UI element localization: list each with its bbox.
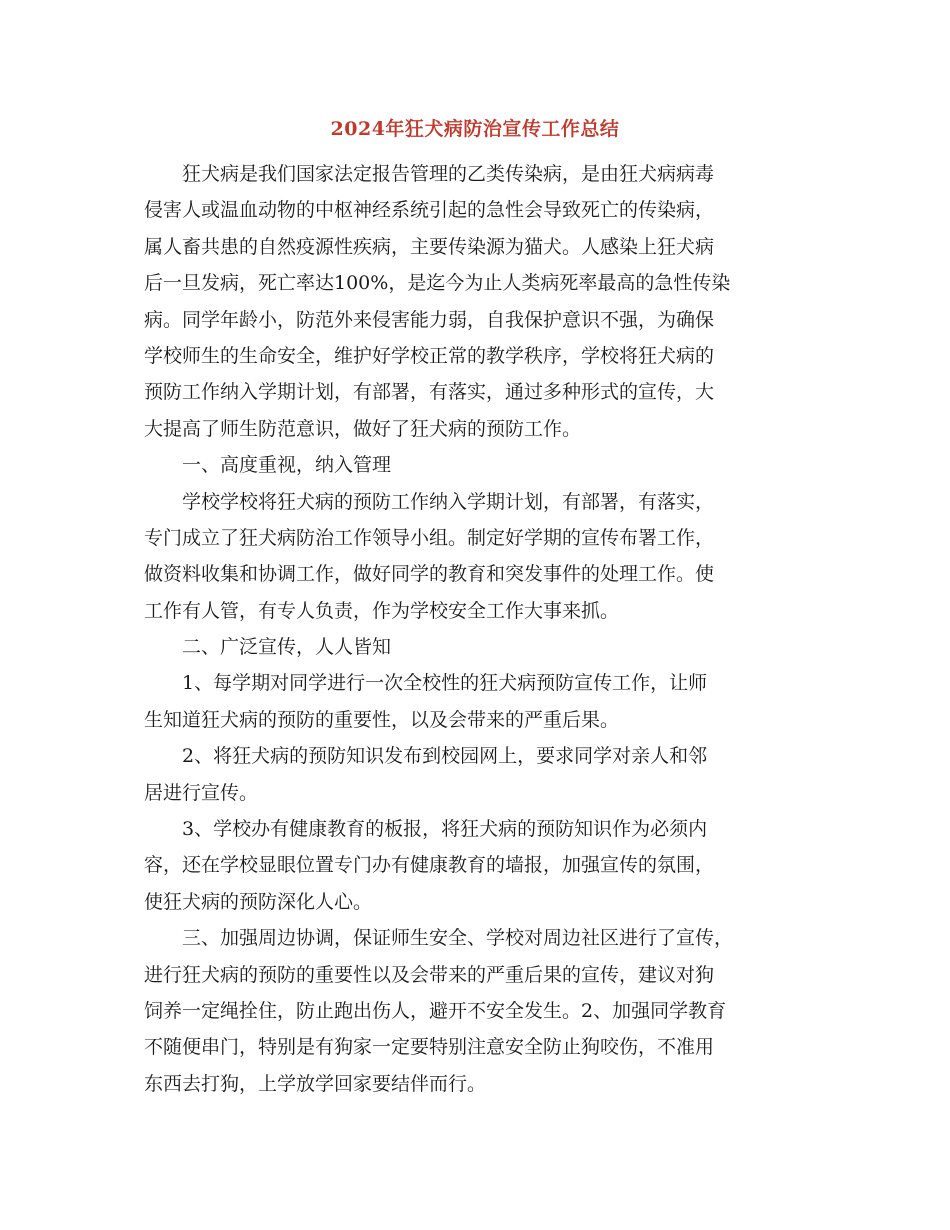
text-line: 做资料收集和协调工作，做好同学的教育和突发事件的处理工作。使: [144, 563, 715, 586]
text-line: 2、将狂犬病的预防知识发布到校园网上，要求同学对亲人和邻: [144, 745, 708, 768]
text-line: 狂犬病是我们国家法定报告管理的乙类传染病，是由狂犬病病毒: [144, 163, 715, 185]
text-line: 二、广泛宣传，人人皆知: [144, 636, 392, 659]
text-line: 不随便串门，特别是有狗家一定要特别注意安全防止狗咬伤，不准用: [144, 1036, 715, 1059]
text-line: 学校师生的生命安全，维护好学校正常的教学秩序，学校将狂犬病的: [144, 344, 715, 367]
text-line: 后一旦发病，死亡率达100%，是迄今为止人类病死率最高的急性传染: [144, 272, 731, 295]
text-line: 使狂犬病的预防深化人心。: [144, 890, 373, 913]
text-line: 侵害人或温血动物的中枢神经系统引起的急性会导致死亡的传染病，: [144, 199, 715, 222]
text-line: 3、学校办有健康教育的板报，将狂犬病的预防知识作为必须内: [144, 818, 708, 841]
text-line: 一、高度重视，纳入管理: [144, 454, 392, 477]
text-line: 容，还在学校显眼位置专门办有健康教育的墙报，加强宣传的氛围，: [144, 854, 715, 877]
text-line: 学校学校将狂犬病的预防工作纳入学期计划，有部署，有落实，: [144, 490, 715, 513]
text-line: 1、每学期对同学进行一次全校性的狂犬病预防宣传工作，让师: [144, 672, 708, 695]
text-line: 属人畜共患的自然疫源性疾病，主要传染源为猫犬。人感染上狂犬病: [144, 235, 715, 258]
text-line: 病。同学年龄小，防范外来侵害能力弱，自我保护意识不强，为确保: [144, 308, 715, 331]
document-title: 2024年狂犬病防治宣传工作总结: [330, 118, 620, 140]
text-line: 三、加强周边协调，保证师生安全、学校对周边社区进行了宣传，: [144, 927, 734, 950]
text-line: 预防工作纳入学期计划，有部署，有落实，通过多种形式的宣传，大: [144, 381, 715, 404]
text-line: 饲养一定绳拴住，防止跑出伤人，避开不安全发生。2、加强同学教育: [144, 999, 727, 1022]
text-line: 居进行宣传。: [144, 781, 259, 804]
text-line: 进行狂犬病的预防的重要性以及会带来的严重后果的宣传，建议对狗: [144, 963, 715, 986]
document-body: [144, 156, 816, 1102]
text-line: 东西去打狗，上学放学回家要结伴而行。: [144, 1072, 487, 1095]
text-line: 专门成立了狂犬病防治工作领导小组。制定好学期的宣传布署工作，: [144, 526, 715, 549]
text-line: 生知道狂犬病的预防的重要性，以及会带来的严重后果。: [144, 708, 620, 731]
text-line: 工作有人管，有专人负责，作为学校安全工作大事来抓。: [144, 599, 620, 622]
text-line: 大提高了师生防范意识，做好了狂犬病的预防工作。: [144, 417, 582, 440]
